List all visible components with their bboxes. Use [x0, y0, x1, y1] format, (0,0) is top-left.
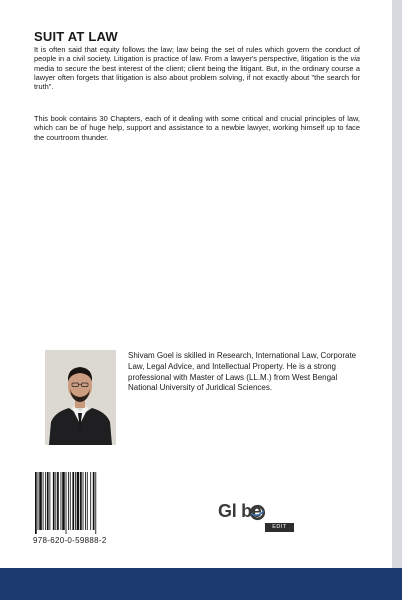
blurb-text-a: It is often said that equity follows the law; law being the set of rules which govern the conduct of people in a civil society. Litigation is practice of law. From a lawyer's perspective, litigation is the — [34, 45, 360, 64]
publisher-logo — [218, 501, 308, 533]
author-bio: Shivam Goel is skilled in Research, International Law, Corporate Law, Legal Advice, and Intellectual Property. He is a strong professional with Master of Laws (LL.M.) from West Bengal National University of Juridical Sciences. — [128, 351, 357, 393]
blurb-paragraph-2: This book contains 30 Chapters, each of it dealing with some critical and crucial principles of law, which can be of huge help, support and assistance to a newbie lawyer, working himself up to face the courtroom thunder. — [34, 114, 360, 142]
isbn-number: 978-620-0-59888-2 — [33, 536, 107, 545]
publisher-logo-wordmark: Gl be — [218, 501, 262, 521]
blurb-paragraph-1 — [34, 45, 360, 91]
publisher-logo-edit-tag: EDIT — [265, 523, 294, 532]
barcode-icon — [33, 472, 123, 534]
book-title: SUIT AT LAW — [34, 29, 118, 44]
spine-strip — [392, 0, 402, 600]
author-portrait-image — [45, 350, 116, 445]
author-photo — [45, 350, 116, 445]
bottom-color-band — [0, 568, 402, 600]
isbn-barcode — [33, 472, 123, 534]
globe-ring-icon — [249, 504, 266, 521]
blurb-italic-via: via — [350, 54, 360, 64]
blurb-text-b: media to secure the best interest of the client; client being the litigant. But, in the ordinary course a lawyer often forgets that litigation is also about problem solving, if not exactly about "the search for truth". — [34, 63, 360, 92]
